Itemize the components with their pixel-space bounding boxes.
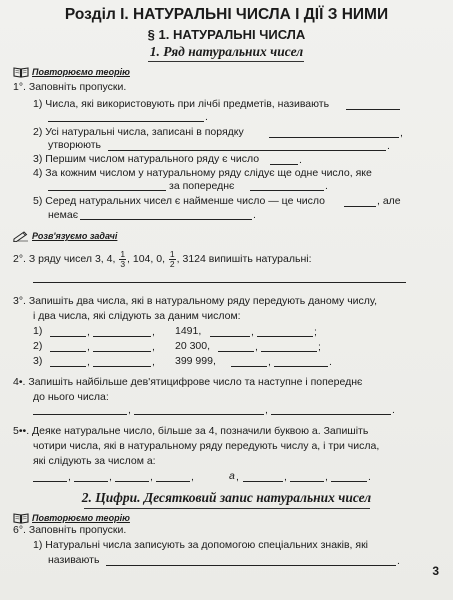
ex1-item3: 3) Першим числом натурального ряду є число — [33, 153, 260, 165]
ex5-variable-a: a — [229, 470, 235, 482]
blank[interactable] — [115, 481, 149, 482]
ex6-title: 6°. Заповніть пропуски. — [13, 524, 127, 536]
ex1-item2b: утворюють — [48, 139, 101, 151]
fraction-one-third — [119, 250, 126, 269]
blank[interactable] — [231, 366, 267, 367]
period: . — [205, 111, 208, 123]
comma: , — [128, 404, 131, 416]
comma: , — [152, 356, 155, 368]
blank[interactable] — [93, 336, 151, 337]
frac-num: 1 — [120, 248, 126, 259]
comma: , — [109, 471, 112, 483]
semicolon: ; — [314, 326, 317, 338]
ex3-r2-label: 2) — [33, 340, 43, 352]
ex6-item1: 1) Натуральні числа записують за допомогою спеціальних знаків, які — [33, 539, 368, 551]
blank[interactable] — [250, 190, 324, 191]
pencil-icon — [13, 230, 29, 242]
blank[interactable] — [33, 414, 127, 415]
ex5-line2: чотири числа, які в натуральному ряду передують числу a, і три числа, — [33, 440, 380, 452]
comma: , — [87, 356, 90, 368]
comma: , — [87, 341, 90, 353]
ex1-title: 1°. Заповніть пропуски. — [13, 81, 127, 93]
subsection-2-title: 2. Цифри. Десятковий запис натуральних чисел — [81, 490, 372, 505]
ex1-item5c: немає — [48, 209, 79, 221]
ex4-line2: до нього числа: — [33, 391, 109, 403]
blank[interactable] — [270, 164, 298, 165]
ex5-line3: які слідують за числом a: — [33, 455, 156, 467]
blank[interactable] — [257, 336, 313, 337]
ex2-suffix: , 3124 випишіть натуральні: — [176, 253, 312, 265]
comma: , — [236, 471, 239, 483]
period: . — [368, 471, 371, 483]
ex2-middle: , 104, 0, — [127, 253, 165, 265]
fraction-one-half — [169, 250, 176, 269]
comma: , — [68, 471, 71, 483]
blank[interactable] — [134, 414, 264, 415]
ex1-item4b: за попереднє — [169, 180, 235, 192]
answer-line[interactable] — [33, 282, 406, 283]
ex3-r1-label: 1) — [33, 325, 43, 337]
comma: , — [191, 471, 194, 483]
page-number: 3 — [432, 564, 439, 578]
blank[interactable] — [50, 351, 86, 352]
blank[interactable] — [344, 206, 376, 207]
period: . — [397, 555, 400, 567]
tasks-label: Розв'язуємо задачі — [32, 231, 118, 241]
comma: , — [265, 404, 268, 416]
ex3-r3-label: 3) — [33, 355, 43, 367]
blank[interactable] — [261, 351, 317, 352]
blank[interactable] — [290, 481, 324, 482]
comma: , — [150, 471, 153, 483]
blank[interactable] — [243, 481, 283, 482]
period: . — [253, 209, 256, 221]
subsection-2-underline — [84, 508, 370, 509]
ex5-line1: 5••. Деяке натуральне число, більше за 4, позначили буквою a. Запишіть — [13, 425, 369, 437]
period: . — [325, 180, 328, 192]
frac-den: 3 — [120, 258, 126, 269]
blank[interactable] — [80, 219, 252, 220]
blank[interactable] — [156, 481, 190, 482]
blank[interactable] — [210, 336, 250, 337]
subsection-underline — [148, 61, 304, 62]
blank[interactable] — [346, 109, 400, 110]
comma: , — [255, 341, 258, 353]
period: . — [329, 356, 332, 368]
comma: , — [152, 341, 155, 353]
ex3-r1-value: 1491, — [175, 325, 202, 337]
period: . — [387, 140, 390, 152]
ex2-prefix: 2°. З ряду чисел 3, 4, — [13, 253, 116, 265]
ex2-text — [13, 246, 312, 272]
section-title: § 1. НАТУРАЛЬНІ ЧИСЛА — [147, 27, 306, 42]
blank[interactable] — [50, 336, 86, 337]
blank[interactable] — [274, 366, 328, 367]
period: . — [392, 404, 395, 416]
ex6-item1b: називають — [48, 554, 100, 566]
blank[interactable] — [50, 366, 86, 367]
blank[interactable] — [33, 481, 67, 482]
comma: , — [325, 471, 328, 483]
ex4-line1: 4•. Запишіть найбільше дев'ятицифрове число та наступне і попереднє — [13, 376, 363, 388]
comma: , — [400, 127, 403, 139]
blank[interactable] — [271, 414, 391, 415]
period: . — [299, 154, 302, 166]
book-icon — [13, 66, 29, 78]
ex1-item5b: , але — [377, 195, 401, 207]
ex3-r3-value: 399 999, — [175, 355, 216, 367]
semicolon: ; — [318, 341, 321, 353]
frac-num: 1 — [169, 248, 175, 259]
blank[interactable] — [106, 565, 396, 566]
ex3-line1: 3°. Запишіть два числа, які в натуральному ряду передують даному числу, — [13, 295, 378, 307]
book-icon — [13, 512, 29, 524]
blank[interactable] — [331, 481, 367, 482]
comma: , — [152, 326, 155, 338]
frac-den: 2 — [169, 258, 175, 269]
chapter-title: Розділ І. НАТУРАЛЬНІ ЧИСЛА І ДІЇ З НИМИ — [64, 6, 389, 23]
ex1-item5: 5) Серед натуральних чисел є найменше число — це число — [33, 195, 326, 207]
ex3-line2: і два числа, які слідують за даним числом: — [33, 310, 241, 322]
comma: , — [87, 326, 90, 338]
ex1-item2: 2) Усі натуральні числа, записані в порядку — [33, 126, 244, 138]
blank[interactable] — [93, 351, 151, 352]
blank[interactable] — [269, 137, 399, 138]
theory-label: Повторюємо теорію — [32, 67, 130, 77]
blank[interactable] — [74, 481, 108, 482]
subsection-title: 1. Ряд натуральних чисел — [149, 44, 304, 59]
comma: , — [251, 326, 254, 338]
blank[interactable] — [48, 190, 166, 191]
comma: , — [284, 471, 287, 483]
ex1-item4: 4) За кожним числом у натуральному ряду слідує ще одне число, яке — [33, 167, 372, 179]
comma: , — [268, 356, 271, 368]
theory-label-2: Повторюємо теорію — [32, 513, 130, 523]
blank[interactable] — [218, 351, 254, 352]
blank[interactable] — [108, 150, 386, 151]
blank[interactable] — [93, 366, 151, 367]
blank[interactable] — [48, 121, 204, 122]
ex1-item1: 1) Числа, які використовують при лічбі предметів, називають — [33, 98, 330, 110]
ex3-r2-value: 20 300, — [175, 340, 211, 352]
